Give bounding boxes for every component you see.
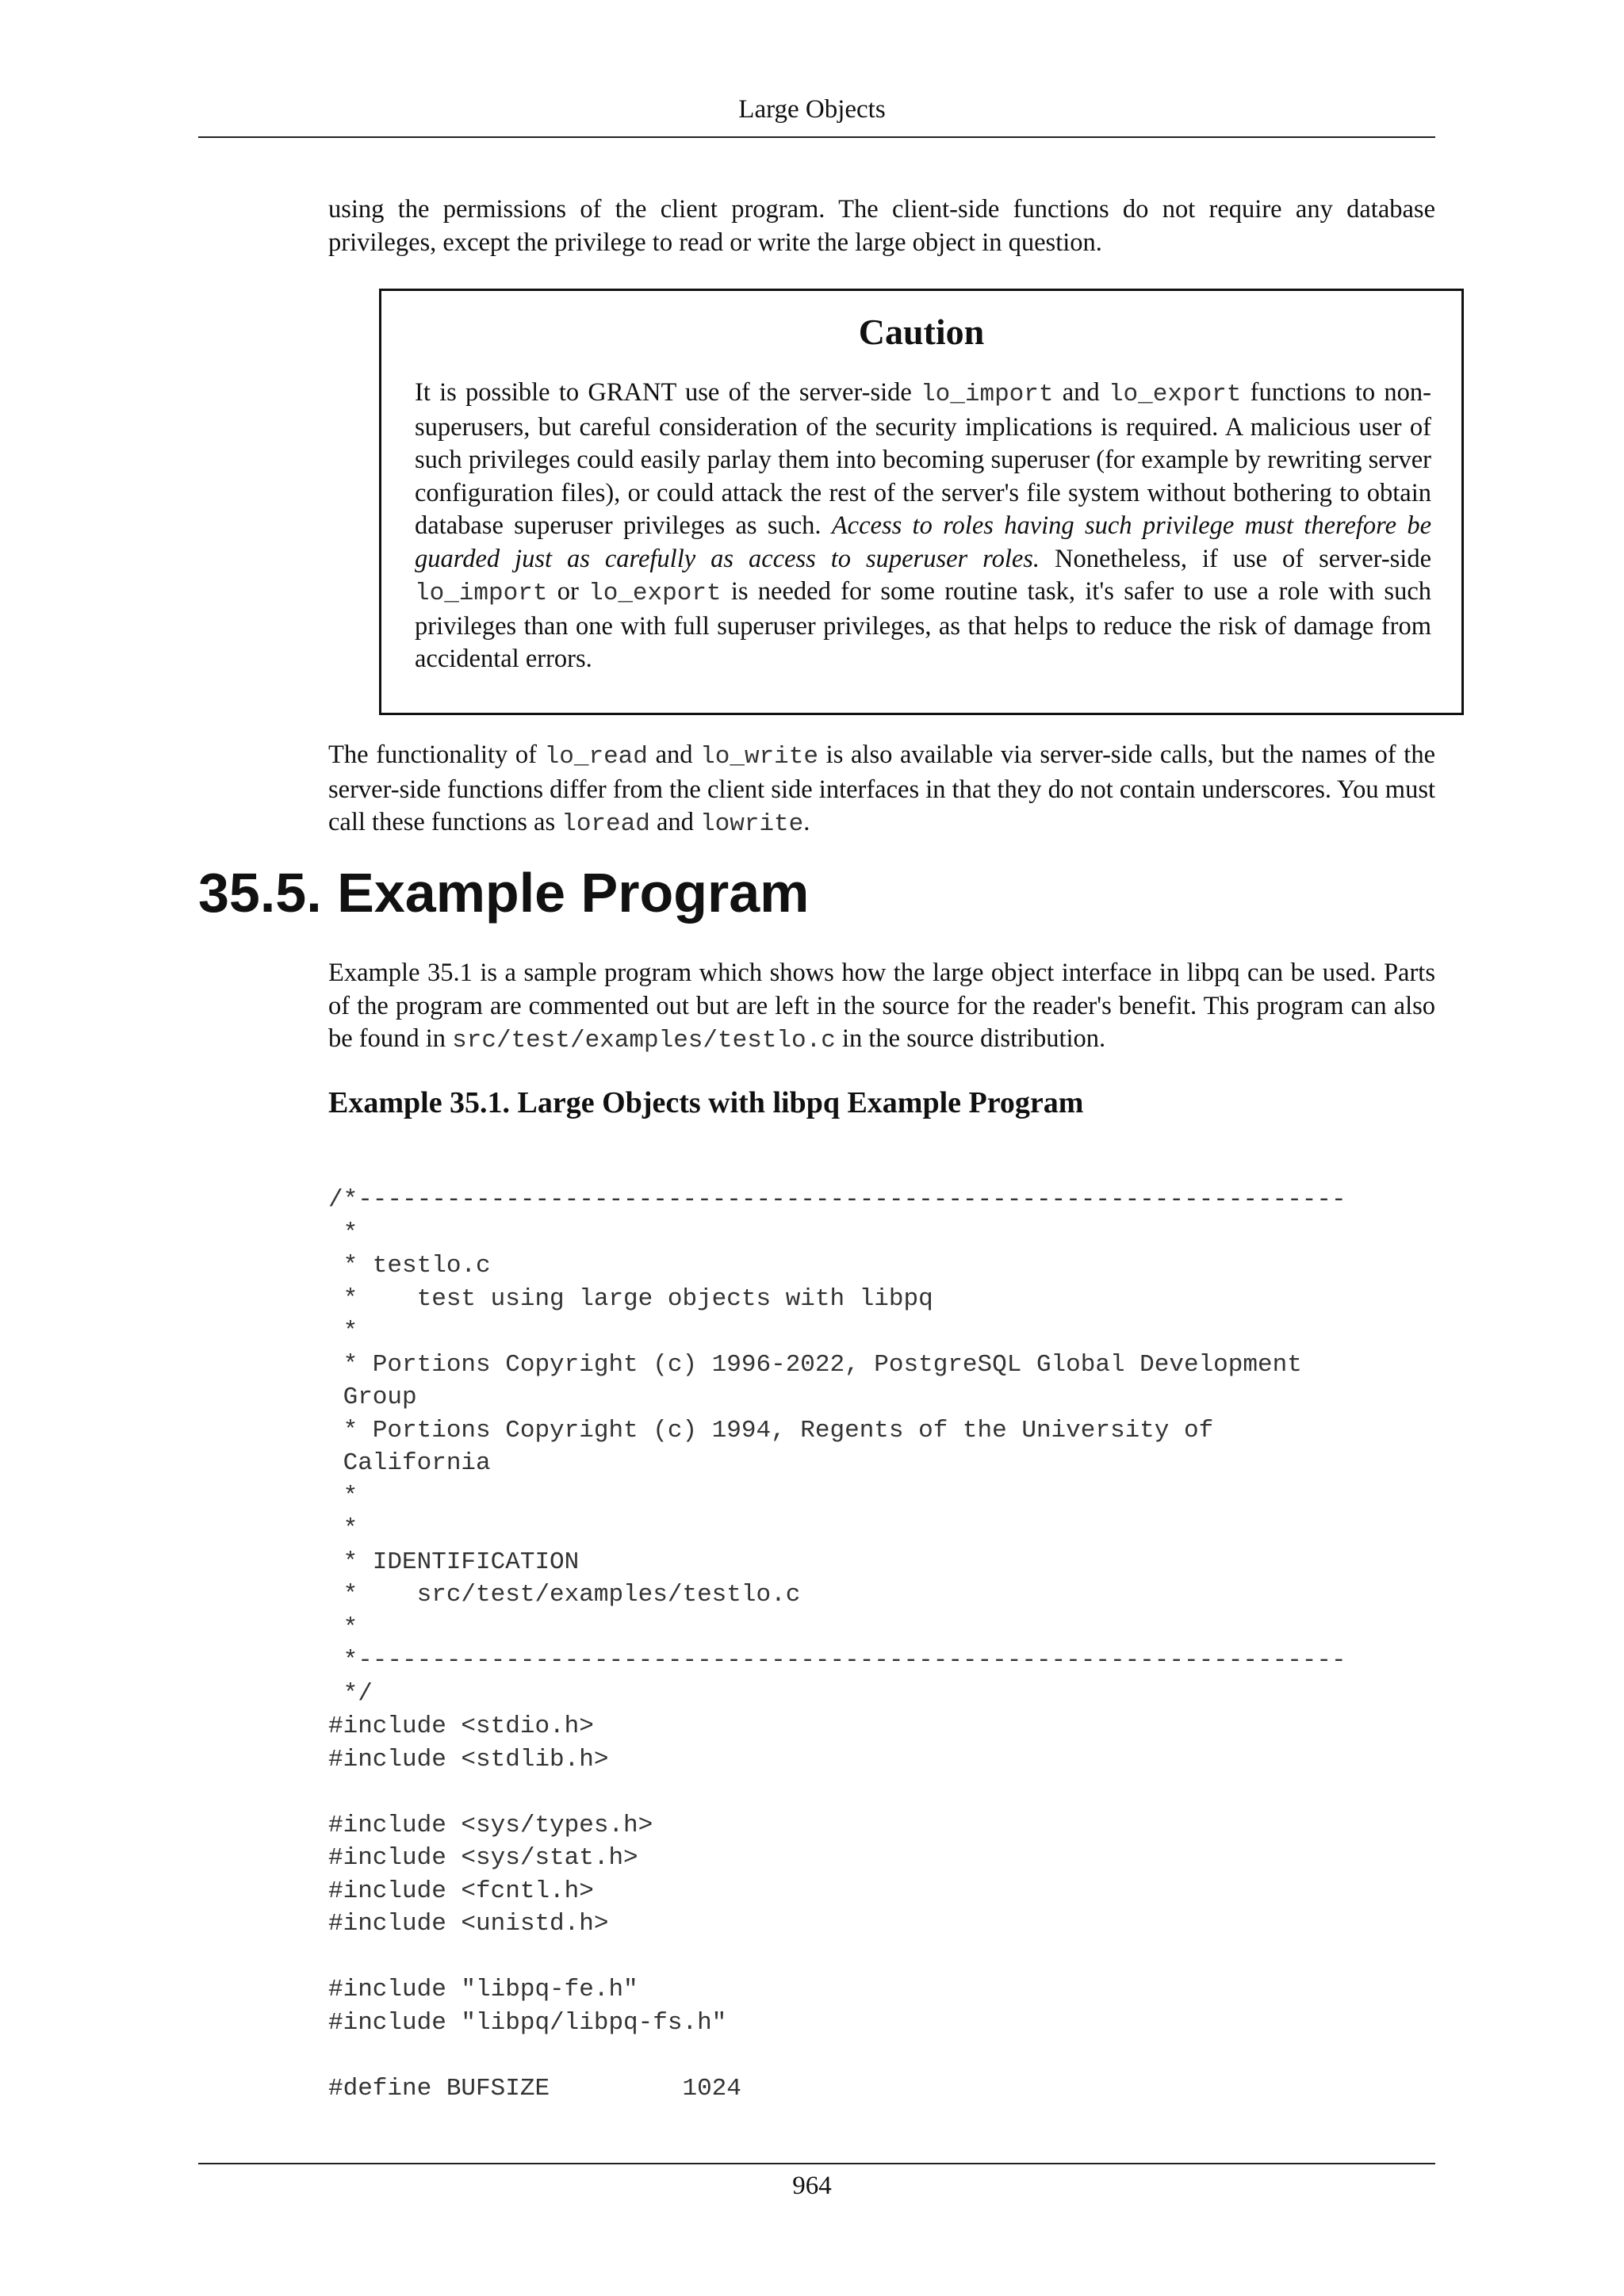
code-lo-import: lo_import (415, 580, 548, 607)
caution-box (379, 289, 1464, 715)
code-lo-write: lo_write (700, 743, 818, 771)
functionality-paragraph: The functionality of lo_read and lo_write is also available via server-side calls, but the names of the server-side functions differ from the client side interfaces in that they do not contain underscores. You must call these functions as loread and lowrite. (328, 740, 1435, 838)
code-loread: loread (561, 810, 650, 838)
code-listing: /*------------------------------------------------------------------- * * testlo.c * test using large objects with libpq * * Portions Copyright (c) 1996-2022, PostgreSQL Global Development Group * Portions Copyright (c) 1994, Regents of the University of California * * * IDENTIFICATION * src/test/examples/testlo.c * *------------------------------------------------------------------- */ #include <stdio.h> #include <stdlib.h> #include <sys/types.h> #include <sys/stat.h> #include <fcntl.h> #include <unistd.h> #include "libpq-fe.h" #include "libpq/libpq-fs.h" #define BUFSIZE 1024 (328, 1186, 1346, 2103)
page-number: 964 (792, 2172, 832, 2200)
code-source-path: src/test/examples/testlo.c (452, 1027, 836, 1054)
intro-paragraph: using the permissions of the client program. The client-side functions do not require any database privileges, except the privilege to read or write the large object in question. (328, 195, 1435, 257)
code-lo-import: lo_import (921, 381, 1054, 408)
footer-rule (198, 2163, 1435, 2164)
code-lowrite: lowrite (700, 810, 804, 838)
code-lo-export: lo_export (1108, 381, 1242, 408)
caution-emphasis: Access to roles having such privilege must therefore be guarded just as carefully as access to superuser roles. (415, 511, 1431, 573)
header-rule (198, 136, 1435, 138)
example-title: Example 35.1. Large Objects with libpq Example Program (328, 1086, 1084, 1119)
running-header: Large Objects (738, 95, 886, 124)
caution-text: It is possible to GRANT use of the server-side lo_import and lo_export functions to non-superusers, but careful consideration of the security implications is required. A malicious user of such privileges could easily parlay them into becoming superuser (for example by rewriting server configuration files), or could attack the rest of the server's file system without bothering to obtain database superuser privileges as such. Access to roles having such privilege must therefore be guarded just as carefully as access to superuser roles. Nonetheless, if use of server-side lo_import or lo_export is needed for some routine task, it's safer to use a role with such privileges than one with full superuser privileges, as that helps to reduce the risk of damage from accidental errors. (415, 378, 1431, 673)
code-lo-export: lo_export (588, 580, 722, 607)
example-intro-paragraph: Example 35.1 is a sample program which shows how the large object interface in libpq can be used. Parts of the program are commented out but are left in the source for the reader's benefit. This program can also be found in src/test/examples/testlo.c in the source distribution. (328, 959, 1435, 1054)
section-heading: 35.5. Example Program (198, 862, 810, 924)
code-lo-read: lo_read (544, 743, 648, 771)
caution-title: Caution (858, 312, 985, 352)
